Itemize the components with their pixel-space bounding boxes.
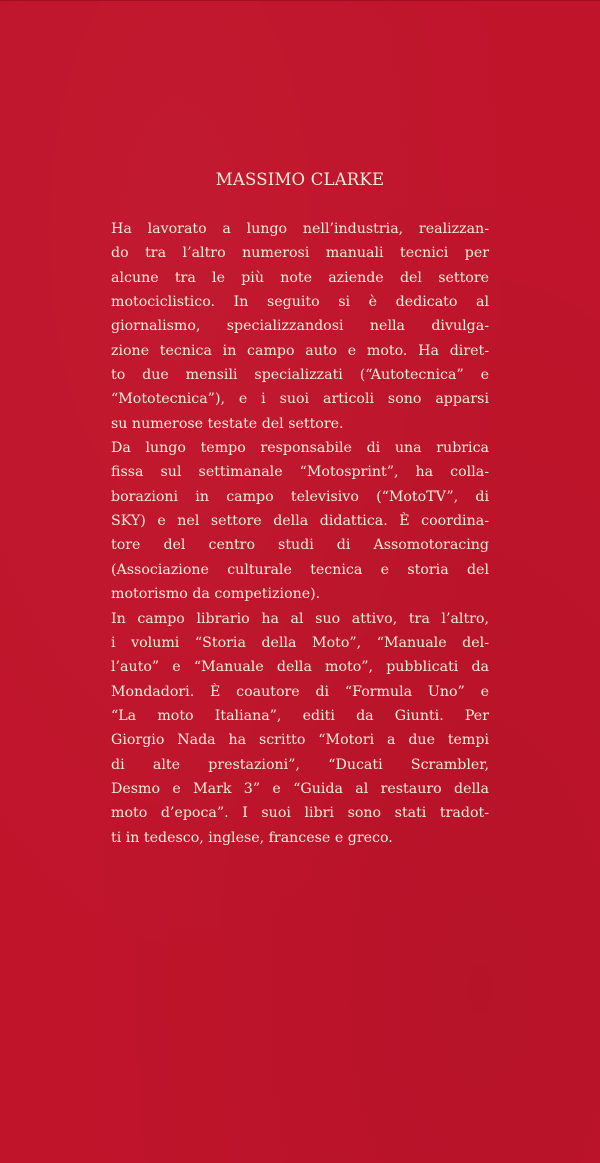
bio-paragraph-2 — [111, 436, 489, 606]
bio-line: i volumi “Storia della Moto”, “Manuale del- — [111, 634, 489, 651]
bio-line: borazioni in campo televisivo (“MotoTV”, di — [111, 488, 489, 505]
author-name-heading: MASSIMO CLARKE — [215, 170, 385, 189]
bio-line: (Associazione culturale tecnica e storia del — [111, 561, 489, 578]
bio-line: giornalismo, specializzandosi nella divulga- — [111, 318, 489, 335]
bio-line: fissa sul settimanale “Motosprint”, ha colla- — [111, 464, 489, 481]
bio-line: “La moto Italiana”, editi da Giunti. Per — [111, 707, 489, 724]
author-biography — [111, 217, 489, 850]
bio-line: zione tecnica in campo auto e moto. Ha diret- — [111, 342, 489, 359]
bio-line: do tra l’altro numerosi manuali tecnici per — [111, 245, 489, 262]
bio-line: Desmo e Mark 3” e “Guida al restauro della — [111, 780, 489, 797]
bio-line: SKY) e nel settore della didattica. È coordina- — [111, 513, 489, 530]
bio-line: “Mototecnica”), e i suoi articoli sono apparsi — [111, 391, 489, 408]
bio-paragraph-3 — [111, 607, 489, 850]
bio-line: motociclistico. In seguito si è dedicato al — [111, 294, 489, 311]
bio-line: Mondadori. È coautore di “Formula Uno” e — [111, 683, 489, 700]
bio-line: Da lungo tempo responsabile di una rubrica — [111, 440, 489, 457]
bio-line: ti in tedesco, inglese, francese e greco. — [111, 829, 393, 846]
bio-line: Ha lavorato a lungo nell’industria, realizzan- — [111, 221, 489, 237]
cover-top-edge — [0, 0, 600, 1]
bio-paragraph-1 — [111, 217, 489, 436]
bio-line: In campo librario ha al suo attivo, tra l’altro, — [111, 610, 489, 627]
bio-line: l’auto” e “Manuale della moto”, pubblicati da — [111, 659, 489, 676]
bio-line: motorismo da competizione). — [111, 586, 321, 603]
bio-line: alcune tra le più note aziende del settore — [111, 269, 489, 286]
bio-line: moto d’epoca”. I suoi libri sono stati tradot- — [111, 805, 489, 822]
bio-line: di alte prestazioni”, “Ducati Scrambler, — [111, 756, 489, 773]
bio-line: Giorgio Nada ha scritto “Motori a due tempi — [111, 732, 489, 749]
bio-line: to due mensili specializzati (“Autotecnica” e — [111, 367, 489, 384]
bio-line: su numerose testate del settore. — [111, 415, 344, 432]
bio-line: tore del centro studi di Assomotoracing — [111, 537, 489, 554]
